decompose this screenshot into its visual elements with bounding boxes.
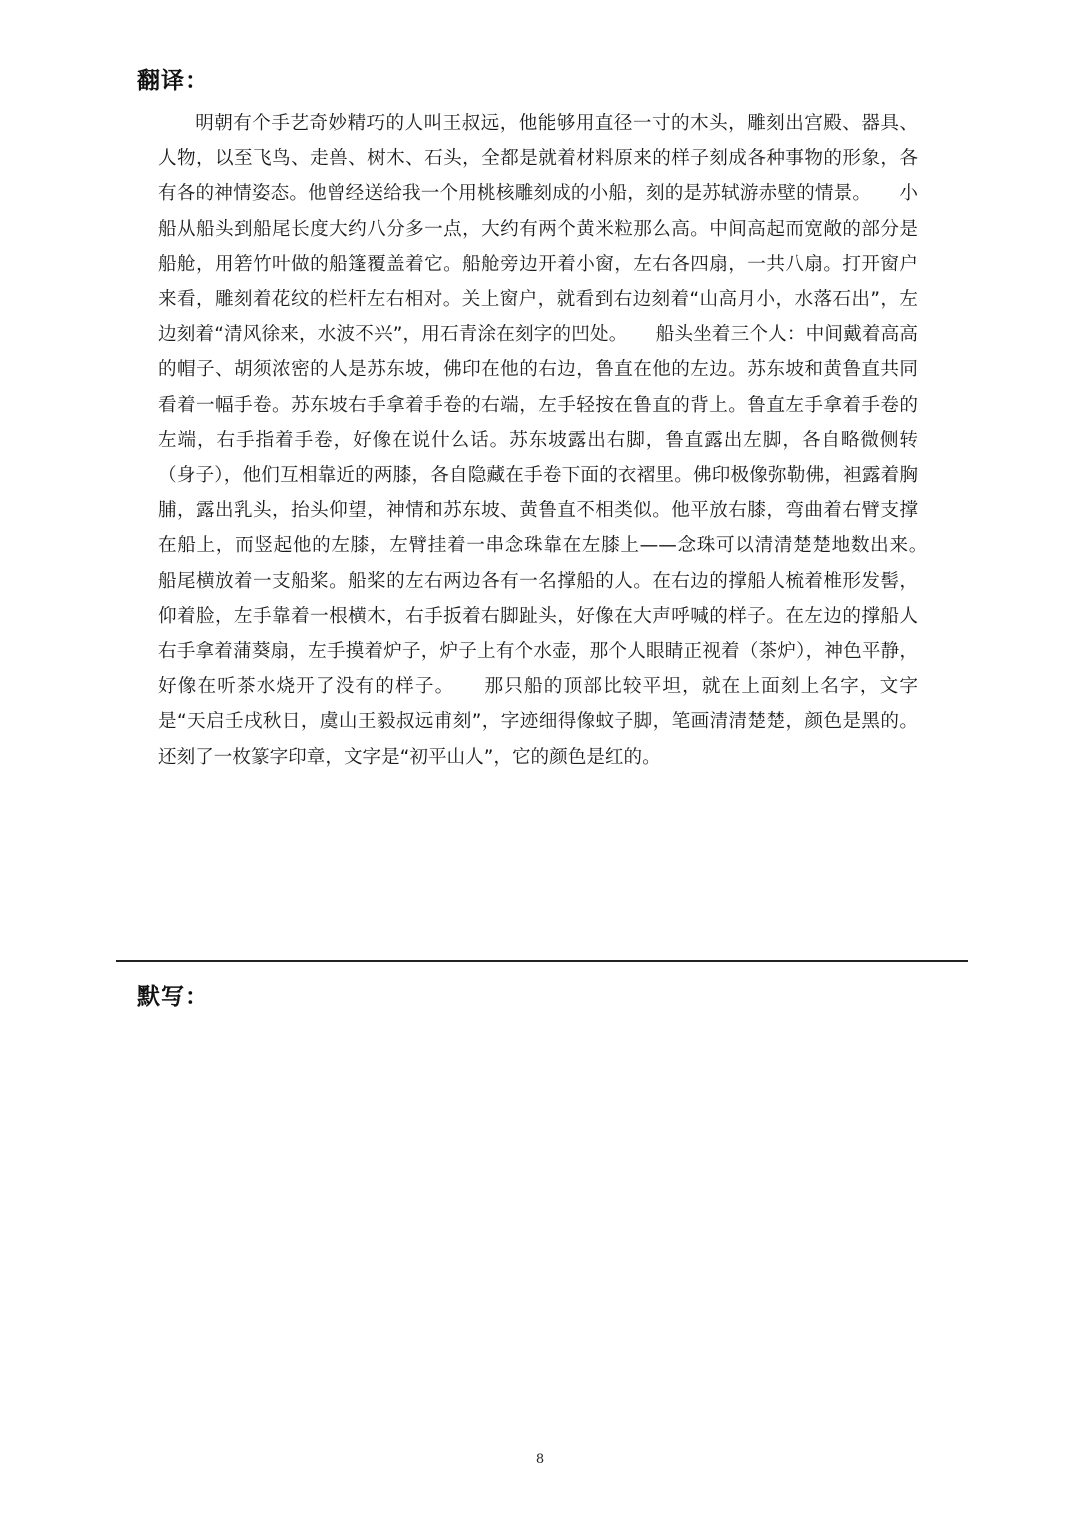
translation-paragraph: 明朝有个手艺奇妙精巧的人叫王叔远，他能够用直径一寸的木头，雕刻出宫殿、器具、人物，以至飞鸟、走兽、树木、石头，全都是就着材料原来的样子刻成各种事物的形象，各有各的神情姿态。他曾经送给我一个用桃核雕刻成的小船，刻的是苏轼游赤壁的情景。 小船从船头到船尾长度大约八分多一点，大约有两个黄米粒那么高。中间高起而宽敞的部分是船舱，用箬竹叶做的船篷覆盖着它。船舱旁边开着小窗，左右各四扇，一共八扇。打开窗户来看，雕刻着花纹的栏杆左右相对。关上窗户，就看到右边刻着“山高月小，水落石出”，左边刻着“清风徐来，水波不兴”，用石青涂在刻字的凹处。 船头坐着三个人：中间戴着高高的帽子、胡须浓密的人是苏东坡，佛印在他的右边，鲁直在他的左边。苏东坡和黄鲁直共同看着一幅手卷。苏东坡右手拿着手卷的右端，左手轻按在鲁直的背上。鲁直左手拿着手卷的左端，右手指着手卷，好像在说什么话。苏东坡露出右脚，鲁直露出左脚，各自略微侧转（身子），他们互相靠近的两膝，各自隐藏在手卷下面的衣褶里。佛印极像弥勒佛，袒露着胸脯，露出乳头，抬头仰望，神情和苏东坡、黄鲁直不相类似。他平放右膝，弯曲着右臂支撑在船上，而竖起他的左膝，左臂挂着一串念珠靠在左膝上——念珠可以清清楚楚地数出来。 船尾横放着一支船桨。船桨的左右两边各有一名撑船的人。在右边的撑船人梳着椎形发髻，仰着脸，左手靠着一根横木，右手扳着右脚趾头，好像在大声呼喊的样子。在左边的撑船人右手拿着蒲葵扇，左手摸着炉子，炉子上有个水壶，那个人眼睛正视着（茶炉），神色平静，好像在听茶水烧开了没有的样子。 那只船的顶部比较平坦，就在上面刻上名字，文字是“天启壬戌秋日，虞山王毅叔远甫刻”，字迹细得像蚊子脚，笔画清清楚楚，颜色是黑的。还刻了一枚篆字印章，文字是“初平山人”，它的颜色是红的。: [158, 113, 956, 768]
section-divider: [116, 960, 968, 962]
page-number: 8: [535, 1452, 545, 1467]
translation-heading: 翻译：: [137, 68, 209, 94]
dictation-heading: 默写：: [137, 984, 209, 1010]
